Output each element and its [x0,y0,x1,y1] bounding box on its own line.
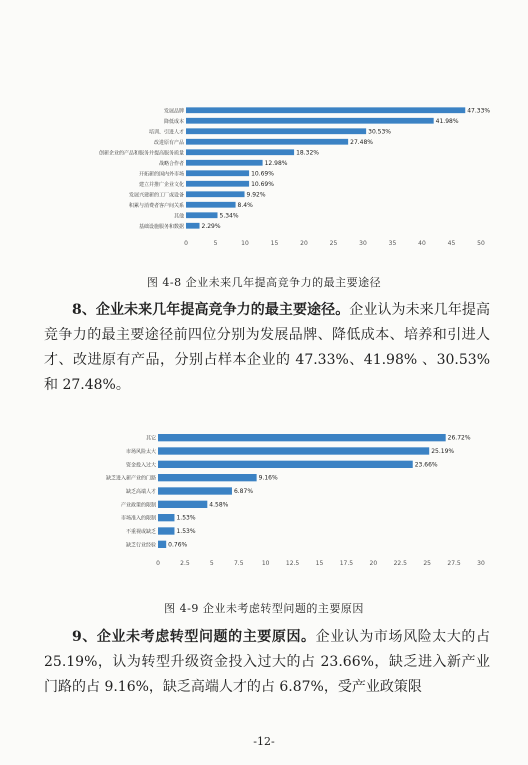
tick-label: 27.5 [447,560,461,567]
category-label: 发展品牌 [163,108,184,115]
category-label: 不重视或缺乏 [125,529,156,535]
tick-label: 7.5 [233,560,244,567]
category-label: 建立并推广企业文化 [138,181,184,188]
tick-label: 15 [270,240,279,247]
tick-label: 17.5 [339,560,354,567]
chart-transformation-reasons [0,425,528,575]
category-label: 发展兴建新的工厂或设备 [128,192,184,199]
value-label: 2.29% [201,222,221,230]
value-label: 26.72% [447,434,471,442]
tick-label: 25 [329,240,338,247]
bar [186,191,245,197]
page-number: -12- [253,735,275,748]
tick-label: 10 [241,240,249,247]
category-label: 开拓新的国内外市场 [138,171,184,178]
bar [186,170,249,176]
bar [186,118,434,124]
tick-label: 20 [369,560,378,567]
tick-label: 50 [477,240,485,247]
category-label: 创新企业的产品和服务并提高服务质量 [98,150,184,157]
bar [186,160,263,166]
bar [158,447,429,454]
value-label: 10.69% [251,170,274,178]
value-label: 1.53% [176,514,196,522]
value-label: 5.34% [219,212,239,220]
bar [158,487,232,494]
bar [186,139,348,145]
tick-label: 5 [209,560,214,567]
value-label: 12.98% [264,159,288,167]
chart-competitiveness-paths [0,100,528,250]
bar [158,434,446,441]
bar [158,461,413,468]
category-label: 市场风险太大 [125,449,156,455]
bar [158,474,257,481]
tick-label: 2.5 [180,560,190,567]
value-label: 8.4% [237,201,253,209]
paragraph-lead: 9、企业未考虑转型问题的主要原因。 [72,629,316,645]
paragraph-transformation [44,625,490,700]
value-label: 18.32% [296,149,319,157]
bar [158,527,174,534]
category-label: 其他 [173,213,184,220]
tick-label: 0 [156,560,160,567]
bar [186,128,366,134]
value-label: 9.92% [246,191,266,199]
value-label: 47.33% [467,107,491,115]
figure-caption-4-9: 图 4-9 企业未考虑转型问题的主要原因 [164,602,364,615]
value-label: 41.98% [435,117,459,125]
tick-label: 20 [300,240,308,247]
bar [186,181,249,187]
value-label: 9.16% [258,474,278,482]
category-label: 战略合作者 [158,160,184,167]
category-label: 产业政策的限制 [120,502,156,509]
bar [158,501,207,508]
paragraph-body: 企业认为市场风险太大的占 25.19%，认为转型升级资金投入过大的占 23.66%，缺乏进入新产业门路的占 9.16%，缺乏高端人才的占 6.87%，受产业政策限 [44,629,490,695]
bar [186,149,294,155]
tick-label: 40 [418,240,426,247]
category-label: 基础设施服务和数据 [138,223,184,230]
bar [186,107,465,113]
value-label: 1.53% [176,528,196,535]
value-label: 6.87% [233,488,254,495]
bar [158,514,174,521]
paragraph-lead: 8、企业未来几年提高竞争力的最主要途径。 [72,302,350,318]
paragraph-competitiveness [44,298,490,398]
tick-label: 35 [388,240,397,247]
value-label: 25.19% [431,448,455,455]
tick-label: 22.5 [393,560,407,567]
category-label: 缺乏行业经验 [125,542,156,549]
value-label: 30.53% [368,128,392,136]
value-label: 27.48% [350,138,374,146]
bar [186,223,200,229]
value-label: 0.76% [168,541,188,549]
tick-label: 30 [359,240,367,247]
tick-label: 15 [315,560,324,567]
figure-caption-4-8: 图 4-8 企业未来几年提高竞争力的最主要途径 [146,276,382,289]
tick-label: 25 [423,560,431,567]
category-label: 缺乏进入新产业的门路 [105,475,156,482]
paragraph-body: 企业认为未来几年提高竞争力的最主要途径前四位分别为发展品牌、降低成本、培养和引进人才、改进原有产品，分别占样本企业的 47.33%、41.98% 、30.53%和 27.48%。 [44,302,490,393]
category-label: 市场准入的限制 [120,515,156,522]
category-label: 积累与消费者客户间关系 [128,202,184,209]
category-label: 培训、引进人才 [148,129,184,136]
value-label: 4.58% [209,501,229,509]
bar [158,541,166,548]
tick-label: 45 [447,240,456,247]
tick-label: 12.5 [285,560,300,567]
tick-label: 10 [261,560,270,567]
bar [186,202,236,208]
tick-label: 0 [184,240,188,247]
value-label: 23.66% [414,461,438,469]
category-label: 其它 [145,435,156,442]
value-label: 10.69% [251,180,274,188]
category-label: 缺乏高端人才 [125,489,156,495]
category-label: 改进原有产品 [153,139,184,146]
category-label: 资金投入过大 [125,462,156,469]
tick-label: 30 [477,560,485,567]
bar [186,212,218,218]
tick-label: 5 [213,240,218,247]
category-label: 降低成本 [163,118,184,125]
